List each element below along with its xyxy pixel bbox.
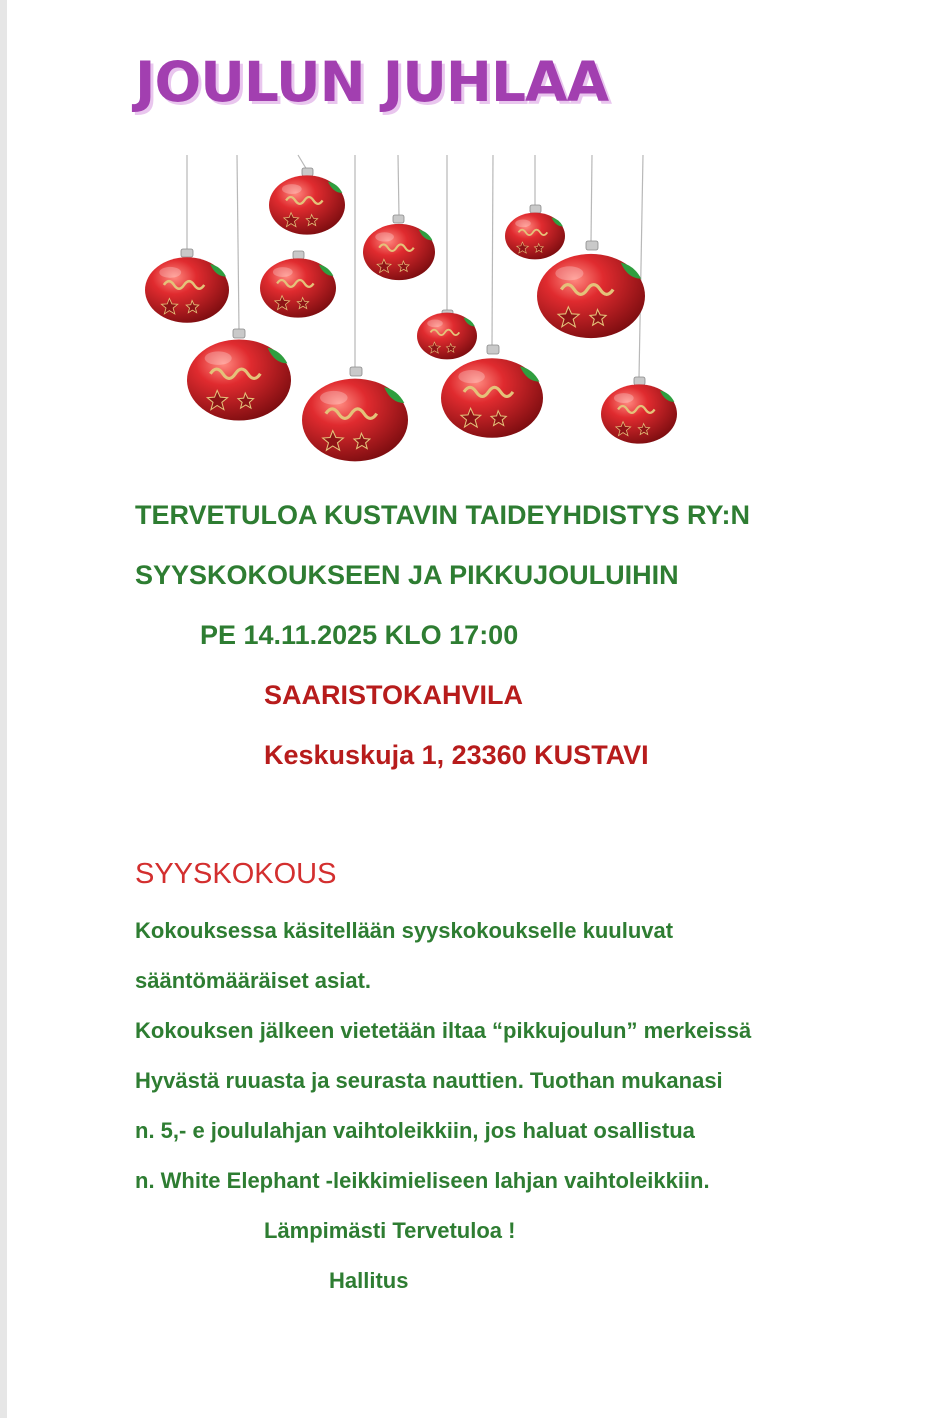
signature: Hallitus xyxy=(329,1268,409,1293)
christmas-ornaments-icon xyxy=(135,150,695,475)
venue-address: Keskuskuja 1, 23360 KUSTAVI xyxy=(264,740,649,770)
paragraph-line: n. White Elephant -leikkimieliseen lahjan vaihtoleikkiin. xyxy=(135,1168,710,1193)
event-datetime: PE 14.11.2025 KLO 17:00 xyxy=(200,620,519,650)
paragraph-line: Kokouksessa käsitellään syyskokoukselle kuuluvat xyxy=(135,918,674,943)
venue-name: SAARISTOKAHVILA xyxy=(264,680,524,710)
paragraph-line: Kokouksen jälkeen vietetään iltaa “pikkujoulun” merkeissä xyxy=(135,1018,752,1043)
page-edge xyxy=(0,0,7,1418)
paragraph-line: Hyvästä ruuasta ja seurasta nauttien. Tuothan mukanasi xyxy=(135,1068,723,1093)
invitation-line-2: SYYSKOKOUKSEEN JA PIKKUJOULUIHIN xyxy=(135,560,679,590)
page-title: JOULUN JUHLAA xyxy=(135,50,609,114)
section-heading: SYYSKOKOUS xyxy=(135,858,337,890)
invitation-line-1: TERVETULOA KUSTAVIN TAIDEYHDISTYS RY:N xyxy=(135,500,751,530)
paragraph-line: sääntömääräiset asiat. xyxy=(135,968,372,993)
greeting: Lämpimästi Tervetuloa ! xyxy=(264,1218,516,1243)
paragraph-line: n. 5,- e joululahjan vaihtoleikkiin, jos haluat osallistua xyxy=(135,1118,695,1143)
